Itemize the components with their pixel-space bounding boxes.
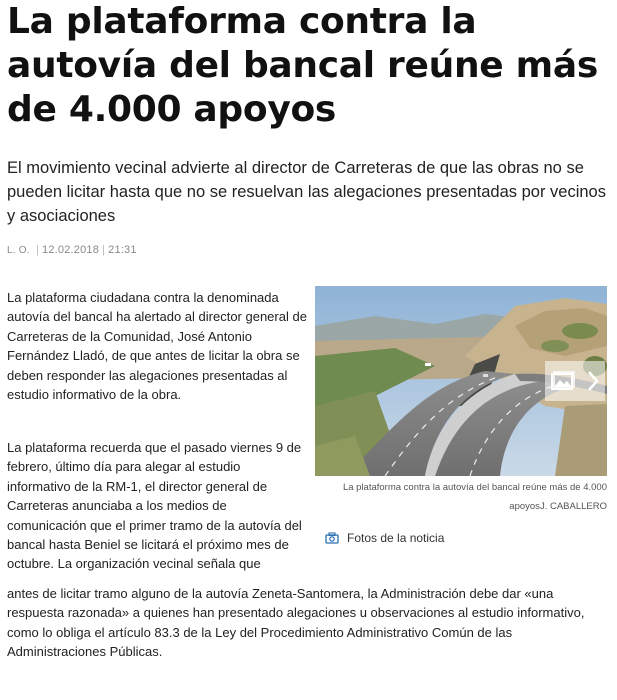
meta-separator: |: [35, 244, 40, 256]
article-subtitle: El movimiento vecinal advierte al director de Carreteras de que las obras no se pueden licitar hasta que no se resuelvan las alegaciones presentadas por vecinos y asociaciones: [7, 159, 606, 225]
photo-caption: La plataforma contra la autovía del bancal reúne más de 4.000: [342, 482, 607, 493]
meta-separator: |: [102, 244, 106, 256]
chevron-right-icon[interactable]: [586, 369, 600, 393]
article-author[interactable]: L. O.: [7, 245, 30, 256]
article-meta: [7, 244, 137, 256]
article-photo[interactable]: [315, 286, 607, 476]
gallery-overlay-button[interactable]: [545, 361, 605, 401]
article-time: 21:31: [108, 244, 137, 256]
article-date: 12.02.2018: [42, 244, 100, 256]
gallery-icon: [551, 371, 575, 391]
article-headline: La plataforma contra la autovía del bancal reúne más de 4.000 apoyos: [7, 1, 598, 130]
photo-caption-row2: [315, 500, 607, 513]
photo-caption-continued: apoyos: [509, 501, 540, 512]
fotos-de-la-noticia-link[interactable]: [325, 531, 444, 545]
camera-icon: [325, 532, 339, 544]
photo-credit: J. CABALLERO: [539, 501, 607, 512]
article-paragraph: La plataforma ciudadana contra la denominada autovía del bancal ha alertado al director general de Carreteras de la Comunidad, José Antonio Fernández Lladó, de que antes de licitar la obra se deben responder las alegaciones presentadas al estudio informativo de la obra.: [7, 290, 307, 403]
article-paragraph: La plataforma recuerda que el pasado viernes 9 de febrero, último día para alegar al estudio informativo de la RM-1, el director general de Carreteras anunciaba a los medios de comunicación que el primer tramo de la autovía del bancal hasta Beniel se licitará el próximo mes de octubre. La organización vecinal señala que: [7, 440, 302, 572]
article-paragraph: antes de licitar tramo alguno de la autovía Zeneta-Santomera, la Administración debe dar «una respuesta razonada» a quienes han presentado alegaciones u observaciones al estudio informativo, como lo obliga el artículo 83.3 de la Ley del Procedimiento Administrativo Común de las Administraciones Públicas.: [7, 586, 585, 660]
fotos-link-label: Fotos de la noticia: [347, 531, 445, 545]
article-photo-figure: [315, 286, 607, 513]
